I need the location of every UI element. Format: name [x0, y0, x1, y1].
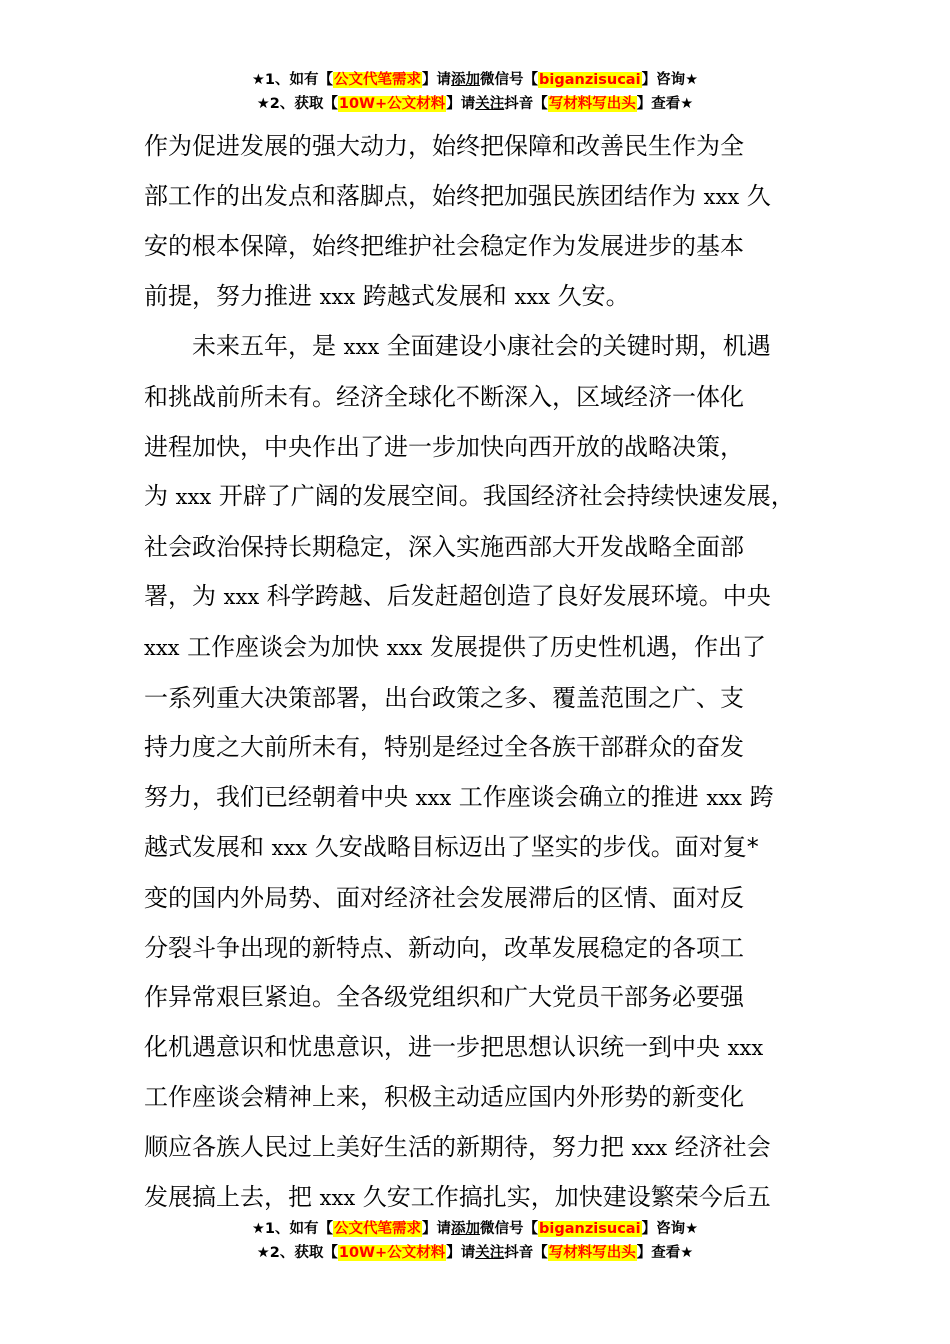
text-line: 部工作的出发点和落脚点，始终把加强民族团结作为 xxx 久 [144, 181, 771, 210]
text-line: 安的根本保障，始终把维护社会稳定作为发展进步的基本 [144, 232, 744, 261]
text-line: 署，为 xxx 科学跨越、后发赶超创造了良好发展环境。中央 [144, 582, 771, 611]
highlight-text: biganzisucai [539, 72, 641, 88]
highlight-text: 公文代笔需求 [334, 72, 422, 88]
text-line: 努力，我们已经朝着中央 xxx 工作座谈会确立的推进 xxx 跨 [144, 782, 774, 811]
text-line: 前提，努力推进 xxx 跨越式发展和 xxx 久安。 [144, 281, 630, 310]
highlight-text: 10W+公文材料 [338, 96, 446, 112]
text-line: 顺应各族人民过上美好生活的新期待，努力把 xxx 经济社会 [144, 1132, 771, 1161]
text-line: 作为促进发展的强大动力，始终把保障和改善民生作为全 [144, 132, 744, 160]
text-line: 和挑战前所未有。经济全球化不断深入，区域经济一体化 [144, 382, 744, 411]
highlight-text: 写材料写出头 [548, 1245, 636, 1261]
highlight-text: 10W+公文材料 [338, 1245, 446, 1261]
text-line: 分裂斗争出现的新特点、新动向，改革发展稳定的各项工 [144, 933, 744, 962]
text-line: 进程加快，中央作出了进一步加快向西开放的战略决策， [144, 432, 744, 461]
text-line: 作异常艰巨紧迫。全各级党组织和广大党员干部务必要强 [144, 983, 744, 1012]
text-line: 一系列重大决策部署，出台政策之多、覆盖范围之广、支 [144, 683, 744, 712]
text-line: 为 xxx 开辟了广阔的发展空间。我国经济社会持续快速发展， [144, 482, 795, 511]
header-line-1: ★1、如有【公文代笔需求】请添加微信号【biganzisucai】咨询★ [251, 72, 699, 88]
footer-line-2: ★2、获取【10W+公文材料】请关注抖音【写材料写出头】查看★ [256, 1245, 694, 1261]
header-banner [0, 68, 950, 116]
text-line: 化机遇意识和忧患意识，进一步把思想认识统一到中央 xxx [144, 1032, 764, 1061]
document-body [144, 122, 834, 1224]
text-line: 未来五年，是 xxx 全面建设小康社会的关键时期，机遇 [192, 332, 771, 361]
highlight-text: biganzisucai [539, 1221, 641, 1237]
text-line: 持力度之大前所未有，特别是经过全各族干部群众的奋发 [144, 733, 744, 762]
text-line: 越式发展和 xxx 久安战略目标迈出了坚实的步伐。面对复* [144, 833, 759, 862]
paragraph-1 [144, 122, 834, 322]
text-line: 变的国内外局势、面对经济社会发展滞后的区情、面对反 [144, 883, 744, 912]
text-line: 工作座谈会精神上来，积极主动适应国内外形势的新变化 [144, 1083, 744, 1112]
paragraph-2 [144, 322, 834, 1224]
highlight-text: 公文代笔需求 [334, 1221, 422, 1237]
highlight-text: 写材料写出头 [548, 96, 636, 112]
header-line-2: ★2、获取【10W+公文材料】请关注抖音【写材料写出头】查看★ [256, 96, 694, 112]
footer-line-1: ★1、如有【公文代笔需求】请添加微信号【biganzisucai】咨询★ [251, 1221, 699, 1237]
footer-banner [0, 1217, 950, 1265]
text-line: 社会政治保持长期稳定，深入实施西部大开发战略全面部 [144, 532, 744, 561]
text-line: 发展搞上去，把 xxx 久安工作搞扎实，加快建设繁荣今后五 [144, 1183, 771, 1212]
text-line: xxx 工作座谈会为加快 xxx 发展提供了历史性机遇，作出了 [144, 632, 766, 661]
